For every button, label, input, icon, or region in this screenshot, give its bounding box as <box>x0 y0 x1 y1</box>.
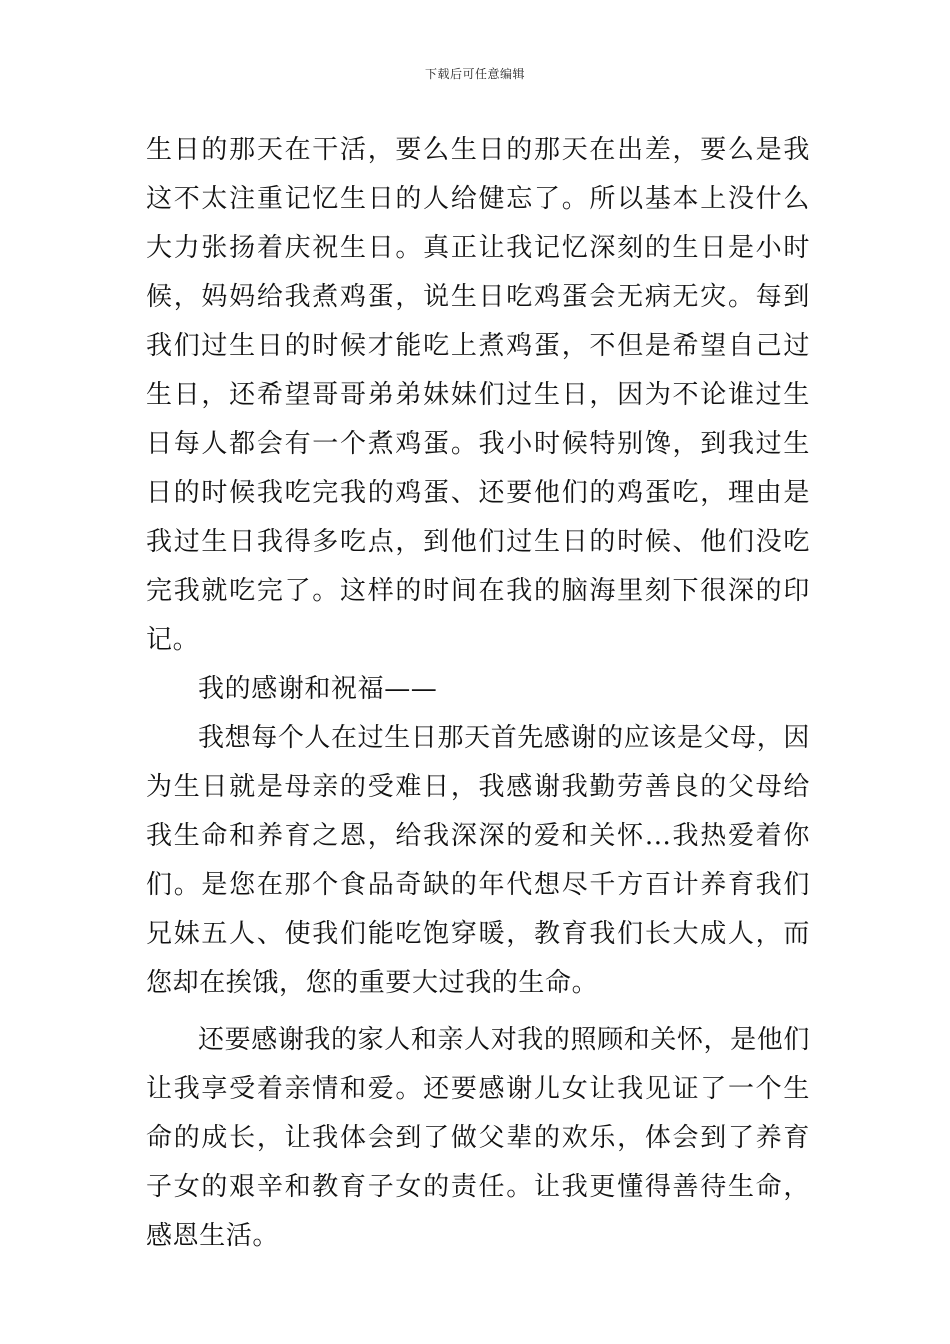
section-heading: 我的感谢和祝福—— <box>198 674 438 704</box>
paragraph-2: 我想每个人在过生日那天首先感谢的应该是父母，因为生日就是母亲的受难日，我感谢我勤劳善良的父母给我生命和养育之恩，给我深深的爱和关怀...我热爱着你们。是您在那个食品奇缺的年代想尽千方百计养育我们兄妹五人、使我们能吃饱穿暖，教育我们长大成人，而您却在挨饿，您的重要大过我的生命。 <box>146 723 810 998</box>
document-body <box>146 126 810 1261</box>
paragraph-1: 生日的那天在干活，要么生日的那天在出差，要么是我这不太注重记忆生日的人给健忘了。所以基本上没什么大力张扬着庆祝生日。真正让我记忆深刻的生日是小时候，妈妈给我煮鸡蛋，说生日吃鸡蛋会无病无灾。每到我们过生日的时候才能吃上煮鸡蛋，不但是希望自己过生日，还希望哥哥弟弟妹妹们过生日，因为不论谁过生日每人都会有一个煮鸡蛋。我小时候特别馋，到我过生日的时候我吃完我的鸡蛋、还要他们的鸡蛋吃，理由是我过生日我得多吃点，到他们过生日的时候、他们没吃完我就吃完了。这样的时间在我的脑海里刻下很深的印记。 <box>146 135 810 655</box>
paragraph-3: 还要感谢我的家人和亲人对我的照顾和关怀，是他们让我享受着亲情和爱。还要感谢儿女让我见证了一个生命的成长，让我体会到了做父辈的欢乐，体会到了养育子女的艰辛和教育子女的责任。让我更懂得善待生命，感恩生活。 <box>146 1025 810 1251</box>
page-header: 下载后可任意编辑 <box>424 67 525 81</box>
